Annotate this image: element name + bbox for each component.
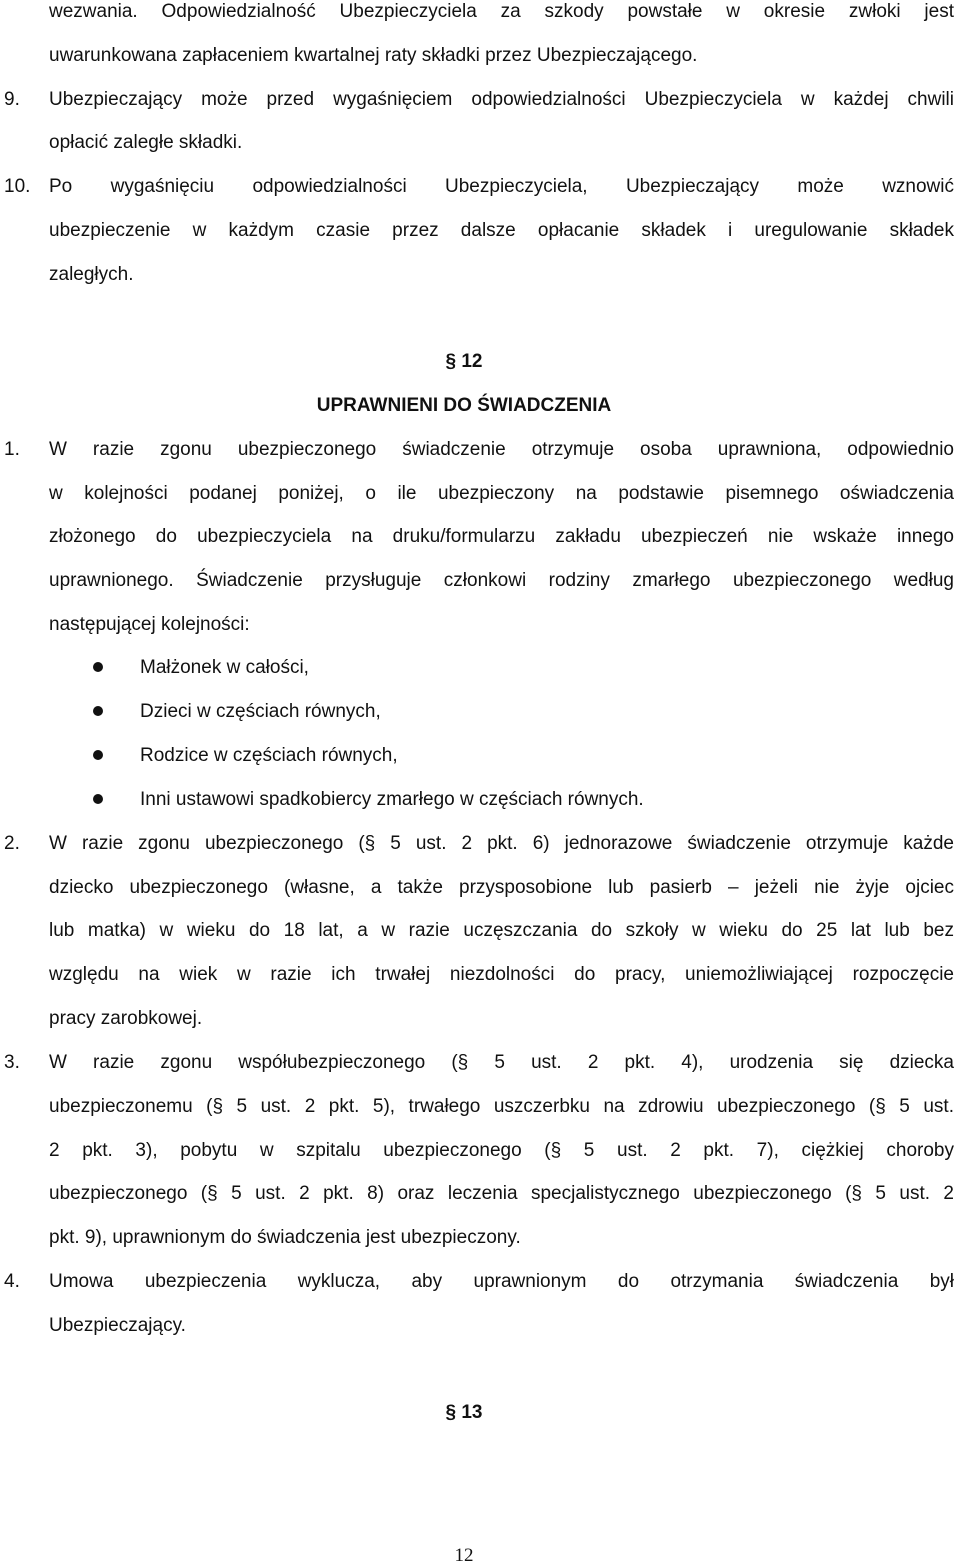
paragraph-line: lub matka) w wieku do 18 lat, a w razie uczęszczania do szkoły w wieku do 25 lat lub bez [49, 920, 954, 941]
item-number: 2. [4, 833, 20, 854]
paragraph-line: pracy zarobkowej. [49, 1008, 203, 1029]
page-number: 12 [454, 1545, 474, 1566]
paragraph-line: Ubezpieczający. [49, 1315, 186, 1336]
section-symbol: § [445, 1402, 457, 1423]
list-item: Rodzice w częściach równych, [140, 745, 398, 766]
section-number-heading [0, 350, 928, 374]
paragraph-line: następującej kolejności: [49, 614, 250, 635]
paragraph-line: ubezpieczenie w każdym czasie przez dalsze opłacanie składek i uregulowanie składek [49, 220, 954, 241]
list-item: Inni ustawowi spadkobiercy zmarłego w częściach równych. [140, 789, 644, 810]
item-number: 4. [4, 1271, 20, 1292]
paragraph-line: Umowa ubezpieczenia wyklucza, aby uprawnionym do otrzymania świadczenia był [49, 1271, 954, 1292]
paragraph-line: ubezpieczonego (§ 5 ust. 2 pkt. 8) oraz leczenia specjalistycznego ubezpieczonego (§ 5 ust. 2 [49, 1183, 954, 1204]
paragraph-line: W razie zgonu współubezpieczonego (§ 5 ust. 2 pkt. 4), urodzenia się dziecka [49, 1052, 954, 1073]
section-number: 13 [461, 1402, 483, 1423]
item-number: 10. [4, 176, 31, 197]
bullet-icon [93, 750, 103, 760]
section-number-heading [0, 1401, 928, 1425]
item-number: 9. [4, 89, 20, 110]
paragraph-line: 2 pkt. 3), pobytu w szpitalu ubezpieczonego (§ 5 ust. 2 pkt. 7), ciężkiej choroby [49, 1140, 954, 1161]
paragraph-line: opłacić zaległe składki. [49, 132, 243, 153]
paragraph-line: zaległych. [49, 264, 134, 285]
paragraph-line: uwarunkowana zapłaceniem kwartalnej raty składki przez Ubezpieczającego. [49, 45, 698, 66]
list-item: Małżonek w całości, [140, 657, 309, 678]
bullet-icon [93, 662, 103, 672]
paragraph-line: wezwania. Odpowiedzialność Ubezpieczyciela za szkody powstałe w okresie zwłoki jest [49, 1, 954, 22]
paragraph-line: złożonego do ubezpieczyciela na druku/formularzu zakładu ubezpieczeń nie wskaże innego [49, 526, 954, 547]
paragraph-line: dziecko ubezpieczonego (własne, a także przysposobione lub pasierb – jeżeli nie żyje ojciec [49, 877, 954, 898]
paragraph-line: uprawnionego. Świadczenie przysługuje członkowi rodziny zmarłego ubezpieczonego według [49, 570, 954, 591]
item-number: 1. [4, 439, 20, 460]
paragraph-line: W razie zgonu ubezpieczonego (§ 5 ust. 2 pkt. 6) jednorazowe świadczenie otrzymuje każde [49, 833, 954, 854]
bullet-icon [93, 706, 103, 716]
section-symbol: § [445, 351, 457, 372]
paragraph-line: pkt. 9), uprawnionym do świadczenia jest ubezpieczony. [49, 1227, 521, 1248]
paragraph-line: Po wygaśnięciu odpowiedzialności Ubezpieczyciela, Ubezpieczający może wznowić [49, 176, 954, 197]
section-number: 12 [461, 351, 483, 372]
paragraph-line: ubezpieczonemu (§ 5 ust. 2 pkt. 5), trwałego uszczerbku na zdrowiu ubezpieczonego (§ 5 ust. [49, 1096, 954, 1117]
section-title: UPRAWNIENI DO ŚWIADCZENIA [316, 395, 612, 416]
paragraph-line: w kolejności podanej poniżej, o ile ubezpieczony na podstawie pisemnego oświadczenia [49, 483, 954, 504]
item-number: 3. [4, 1052, 20, 1073]
paragraph-line: Ubezpieczający może przed wygaśnięciem odpowiedzialności Ubezpieczyciela w każdej chwili [49, 89, 954, 110]
paragraph-line: W razie zgonu ubezpieczonego świadczenie otrzymuje osoba uprawniona, odpowiednio [49, 439, 954, 460]
paragraph-line: względu na wiek w razie ich trwałej niezdolności do pracy, uniemożliwiającej rozpoczęcie [49, 964, 954, 985]
list-item: Dzieci w częściach równych, [140, 701, 381, 722]
bullet-icon [93, 794, 103, 804]
